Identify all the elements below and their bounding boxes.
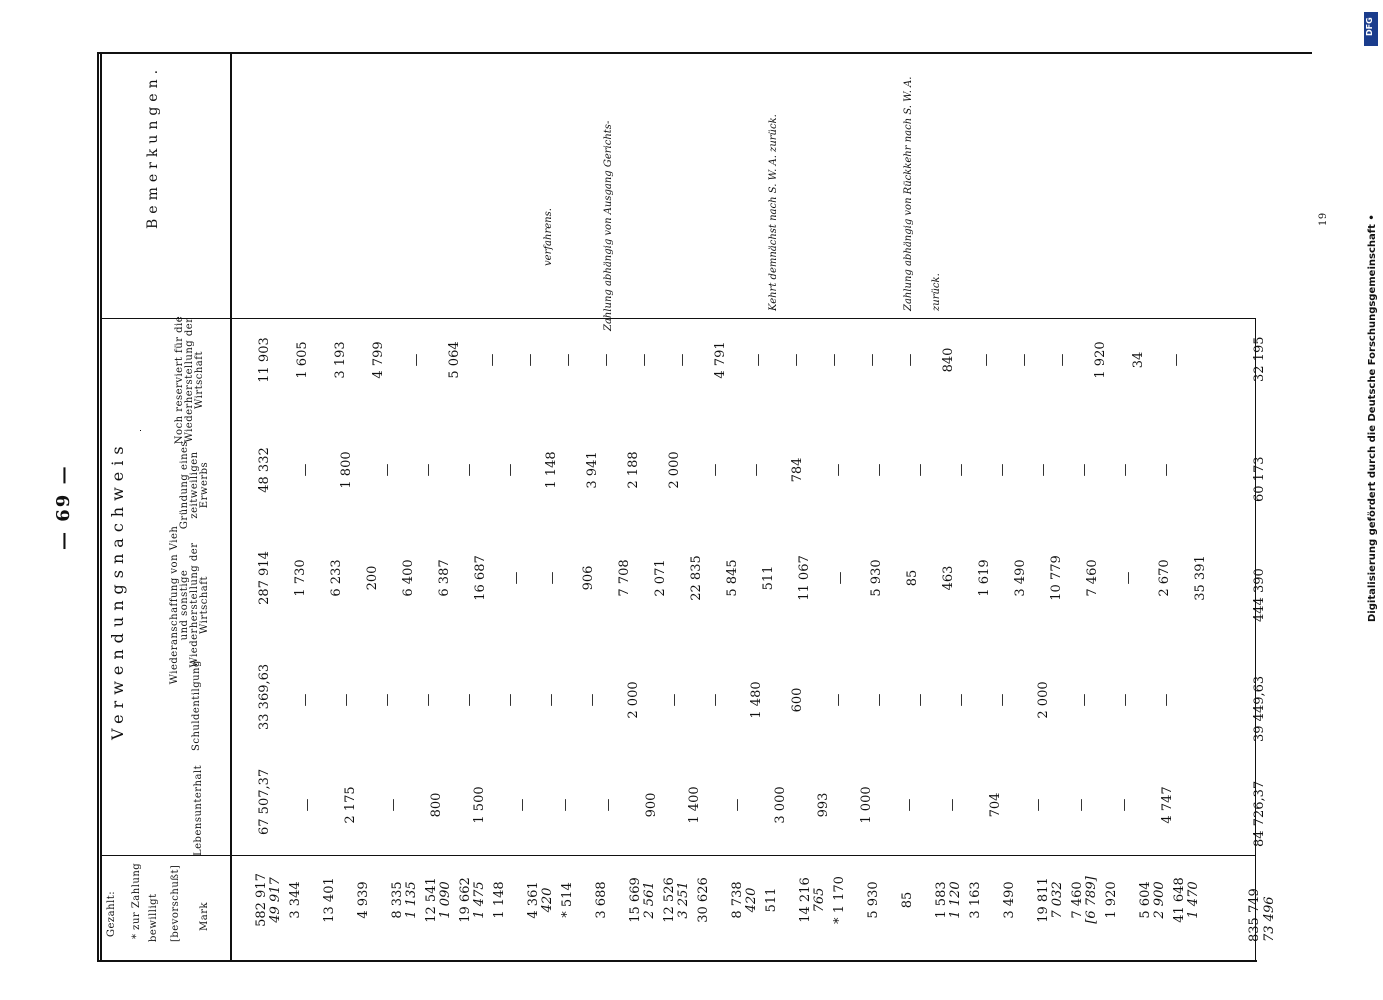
header-bezahlt: Gezahlt: [106, 890, 117, 937]
bezahlt-cell: * 1 170 [832, 876, 847, 924]
bezahlt-cell: 5 930 [866, 881, 881, 919]
schuldentilgung-cell: — [421, 693, 436, 707]
wiederanschaffung-cell: — [509, 571, 524, 585]
wiederanschaffung-cell: 7 708 [617, 559, 632, 597]
bezahlt-cell: 1 470 [1186, 881, 1201, 919]
bezahlt-cell: 3 490 [1002, 881, 1017, 919]
reserviert-cell: — [675, 353, 690, 367]
header-bewilligt: bewilligt [148, 893, 159, 942]
reserviert-cell: — [523, 353, 538, 367]
wiederanschaffung-cell: 11 067 [797, 555, 812, 601]
wiederanschaffung-cell: 2 670 [1157, 559, 1172, 597]
wiederanschaffung-cell: 1 619 [977, 559, 992, 597]
erwerb-cell: — [708, 463, 723, 477]
wiederanschaffung-cell: 511 [761, 565, 776, 591]
bezahlt-cell: 420 [540, 887, 555, 913]
schuldentilgung-cell: 33 369,63 [257, 663, 272, 730]
reserviert-cell: — [751, 353, 766, 367]
reserviert-cell: — [903, 353, 918, 367]
bezahlt-cell: 15 669 [628, 877, 643, 923]
bezahlt-cell: 14 216 [798, 877, 813, 923]
header-wiederanschaffung: Wiederanschaffung von Vieh und sonstige Wiederherstellung der Wirtschaft [169, 525, 210, 685]
schuldentilgung-cell: — [913, 693, 928, 707]
schuldentilgung-cell: 600 [790, 687, 805, 713]
lebensunterhalt-cell: — [558, 798, 573, 812]
schuldentilgung-cell: — [954, 693, 969, 707]
bezahlt-cell: 4 939 [356, 881, 371, 919]
bezahlt-cell: 2 900 [1152, 881, 1167, 919]
schuldentilgung-cell: — [1118, 693, 1133, 707]
reserviert-cell: 4 791 [713, 341, 728, 379]
wiederanschaffung-cell: 2 071 [653, 559, 668, 597]
bezahlt-cell: 1 920 [1104, 881, 1119, 919]
reserviert-cell: — [637, 353, 652, 367]
schuldentilgung-cell: — [995, 693, 1010, 707]
wiederanschaffung-cell: 3 490 [1013, 559, 1028, 597]
total-bewilligt: 73 496 [1262, 896, 1277, 942]
bezahlt-cell: 7 032 [1050, 881, 1065, 919]
remark-line: verfahrens. [543, 208, 554, 266]
schuldentilgung-cell: — [298, 693, 313, 707]
lebensunterhalt-cell: 67 507,37 [257, 768, 272, 835]
bezahlt-cell: 4 361 [526, 881, 541, 919]
bezahlt-cell: 49 917 [268, 877, 283, 923]
wiederanschaffung-cell: — [545, 571, 560, 585]
reserviert-cell: 4 799 [371, 341, 386, 379]
remark-line: Zahlung abhängig von Ausgang Gerichts- [603, 120, 614, 331]
lebensunterhalt-cell: 1 500 [472, 786, 487, 824]
bezahlt-cell: 8 738 [730, 881, 745, 919]
erwerb-cell: 2 188 [626, 451, 641, 489]
schuldentilgung-cell: — [1159, 693, 1174, 707]
schuldentilgung-cell: 2 000 [626, 681, 641, 719]
erwerb-cell: — [954, 463, 969, 477]
reserviert-cell: — [789, 353, 804, 367]
lebensunterhalt-cell: — [515, 798, 530, 812]
wiederanschaffung-cell: 200 [365, 565, 380, 591]
bezahlt-cell: 12 541 [424, 877, 439, 923]
erwerb-cell: 48 332 [257, 447, 272, 493]
reserviert-cell: — [599, 353, 614, 367]
wiederanschaffung-cell: 6 400 [401, 559, 416, 597]
totals-divider [1255, 318, 1256, 962]
erwerb-cell: — [872, 463, 887, 477]
bezahlt-cell: 30 626 [696, 877, 711, 923]
remark-line: zurück. [931, 273, 942, 311]
erwerb-cell: 1 148 [544, 451, 559, 489]
bezahlt-cell: 1 148 [492, 881, 507, 919]
bezahlt-cell: 511 [764, 887, 779, 913]
reserviert-cell: 1 605 [295, 341, 310, 379]
reserviert-cell: — [1055, 353, 1070, 367]
bezahlt-cell: 85 [900, 891, 915, 909]
reserviert-cell: — [827, 353, 842, 367]
header-star-note: * zur Zahlung [131, 862, 142, 939]
lebensunterhalt-cell: 900 [644, 792, 659, 818]
bezahlt-cell: 1 135 [404, 881, 419, 919]
bezahlt-cell: 41 648 [1172, 877, 1187, 923]
erwerb-cell: 1 800 [339, 451, 354, 489]
schuldentilgung-cell: — [380, 693, 395, 707]
dfg-logo: DFG [1364, 12, 1378, 46]
lebensunterhalt-cell: — [1117, 798, 1132, 812]
schuldentilgung-cell: — [339, 693, 354, 707]
lebensunterhalt-cell: — [386, 798, 401, 812]
reserviert-cell: — [979, 353, 994, 367]
reserviert-cell: — [561, 353, 576, 367]
wiederanschaffung-cell: 7 460 [1085, 559, 1100, 597]
schuldentilgung-cell: — [503, 693, 518, 707]
total-erwerb: 60 173 [1252, 456, 1267, 502]
bezahlt-cell: 1 090 [438, 881, 453, 919]
bezahlt-cell: 765 [812, 887, 827, 913]
group-border [100, 52, 102, 962]
bezahlt-cell: 582 917 [254, 873, 269, 927]
lebensunterhalt-cell: — [601, 798, 616, 812]
reserviert-cell: — [409, 353, 424, 367]
page-number: — 69 — [53, 464, 74, 550]
left-border [97, 52, 99, 962]
header-lebensunterhalt: Lebensunterhalt [193, 764, 204, 856]
header-bemerkungen: Bemerkungen. [145, 64, 161, 229]
reserviert-cell: 5 064 [447, 341, 462, 379]
bezahlt-cell: 5 604 [1138, 881, 1153, 919]
lebensunterhalt-cell: 4 747 [1160, 786, 1175, 824]
schuldentilgung-cell: 1 480 [749, 681, 764, 719]
lebensunterhalt-cell: 993 [816, 792, 831, 818]
table-top-rule [97, 52, 1312, 54]
lebensunterhalt-cell: 1 000 [859, 786, 874, 824]
bezahlt-cell: 3 344 [288, 881, 303, 919]
schuldentilgung-cell: 2 000 [1036, 681, 1051, 719]
schuldentilgung-cell: — [872, 693, 887, 707]
wiederanschaffung-cell: — [833, 571, 848, 585]
bezahlt-cell: 12 526 [662, 877, 677, 923]
reserviert-cell: — [1017, 353, 1032, 367]
erwerb-cell: — [1036, 463, 1051, 477]
col-sep-bezahlt [100, 855, 1255, 856]
schuldentilgung-cell: — [585, 693, 600, 707]
wiederanschaffung-cell: 5 930 [869, 559, 884, 597]
bezahlt-cell: * 514 [560, 882, 575, 918]
reserviert-cell: 840 [941, 347, 956, 373]
bezahlt-cell: 420 [744, 887, 759, 913]
header-schuldentilgung: Schuldentilgung [191, 660, 202, 751]
header-erwerb: Gründung eines zeitweiligen Erwerbs [179, 440, 210, 530]
bezahlt-cell: 3 251 [676, 881, 691, 919]
digitization-note: Digitalisierung gefördert durch die Deutsche Forschungsgemeinschaft • [1367, 214, 1378, 622]
lebensunterhalt-cell: 3 000 [773, 786, 788, 824]
erwerb-cell: 784 [790, 457, 805, 483]
header-reserviert: Noch reserviert für die Wiederherstellung der Wirtschaft [174, 315, 205, 445]
header-unit: Mark [199, 901, 210, 931]
wiederanschaffung-cell: 287 914 [257, 551, 272, 605]
reserviert-cell: 1 920 [1093, 341, 1108, 379]
bezahlt-cell: 13 401 [322, 877, 337, 923]
group-title: Verwendungsnachweis [108, 440, 127, 740]
lebensunterhalt-cell: — [730, 798, 745, 812]
wiederanschaffung-cell: 16 687 [473, 555, 488, 601]
total-reserviert: 32 195 [1252, 336, 1267, 382]
wiederanschaffung-cell: 35 391 [1193, 555, 1208, 601]
col-sep-reserviert [100, 318, 1255, 319]
header-bevorschusst: [bevorschußt] [170, 864, 181, 942]
reserviert-cell: — [865, 353, 880, 367]
small-mark: 19 [1318, 212, 1329, 226]
header-divider [230, 52, 232, 962]
total-bezahlt: 835 749 [1247, 888, 1262, 942]
bezahlt-cell: 2 561 [642, 881, 657, 919]
schuldentilgung-cell: — [708, 693, 723, 707]
erwerb-cell: — [913, 463, 928, 477]
bezahlt-cell: 19 662 [458, 877, 473, 923]
erwerb-cell: — [995, 463, 1010, 477]
schuldentilgung-cell: — [544, 693, 559, 707]
reserviert-cell: 34 [1131, 351, 1146, 369]
erwerb-cell: 2 000 [667, 451, 682, 489]
wiederanschaffung-cell: 6 233 [329, 559, 344, 597]
lebensunterhalt-cell: 800 [429, 792, 444, 818]
lebensunterhalt-cell: — [300, 798, 315, 812]
lebensunterhalt-cell: — [902, 798, 917, 812]
total-wiederanschaffung: 444 390 [1252, 568, 1267, 622]
wiederanschaffung-cell: — [1121, 571, 1136, 585]
erwerb-cell: — [421, 463, 436, 477]
erwerb-cell: — [503, 463, 518, 477]
wiederanschaffung-cell: 22 835 [689, 555, 704, 601]
wiederanschaffung-cell: 85 [905, 569, 920, 587]
bezahlt-cell: [6 789] [1084, 876, 1099, 924]
lebensunterhalt-cell: 2 175 [343, 786, 358, 824]
total-lebensunterhalt: 84 726,37 [1252, 780, 1267, 847]
erwerb-cell: — [1118, 463, 1133, 477]
lebensunterhalt-cell: — [1074, 798, 1089, 812]
reserviert-cell: — [485, 353, 500, 367]
lebensunterhalt-cell: — [1031, 798, 1046, 812]
wiederanschaffung-cell: 1 730 [293, 559, 308, 597]
erwerb-cell: 3 941 [585, 451, 600, 489]
bezahlt-cell: 1 120 [948, 881, 963, 919]
reserviert-cell: 3 193 [333, 341, 348, 379]
remark-line: Zahlung abhängig von Rückkehr nach S. W. A. [903, 76, 914, 311]
wiederanschaffung-cell: 463 [941, 565, 956, 591]
bezahlt-cell: 8 335 [390, 881, 405, 919]
lebensunterhalt-cell: 704 [988, 792, 1003, 818]
remark-line: Kehrt demnächst nach S. W. A. zurück. [768, 114, 779, 311]
total-schuldentilgung: 39 449,63 [1252, 675, 1267, 742]
bezahlt-cell: 1 475 [472, 881, 487, 919]
group-title-rule [140, 430, 141, 431]
schuldentilgung-cell: — [667, 693, 682, 707]
erwerb-cell: — [1159, 463, 1174, 477]
bezahlt-cell: 3 163 [968, 881, 983, 919]
table-bottom-rule [97, 960, 1257, 962]
reserviert-cell: 11 903 [257, 337, 272, 383]
lebensunterhalt-cell: — [945, 798, 960, 812]
wiederanschaffung-cell: 6 387 [437, 559, 452, 597]
bezahlt-cell: 19 811 [1036, 877, 1051, 923]
schuldentilgung-cell: — [1077, 693, 1092, 707]
lebensunterhalt-cell: 1 400 [687, 786, 702, 824]
erwerb-cell: — [749, 463, 764, 477]
wiederanschaffung-cell: 10 779 [1049, 555, 1064, 601]
schuldentilgung-cell: — [831, 693, 846, 707]
erwerb-cell: — [462, 463, 477, 477]
bezahlt-cell: 1 583 [934, 881, 949, 919]
reserviert-cell: — [1169, 353, 1184, 367]
erwerb-cell: — [380, 463, 395, 477]
wiederanschaffung-cell: 5 845 [725, 559, 740, 597]
bezahlt-cell: 7 460 [1070, 881, 1085, 919]
wiederanschaffung-cell: 906 [581, 565, 596, 591]
erwerb-cell: — [1077, 463, 1092, 477]
schuldentilgung-cell: — [462, 693, 477, 707]
erwerb-cell: — [831, 463, 846, 477]
bezahlt-cell: 3 688 [594, 881, 609, 919]
erwerb-cell: — [298, 463, 313, 477]
